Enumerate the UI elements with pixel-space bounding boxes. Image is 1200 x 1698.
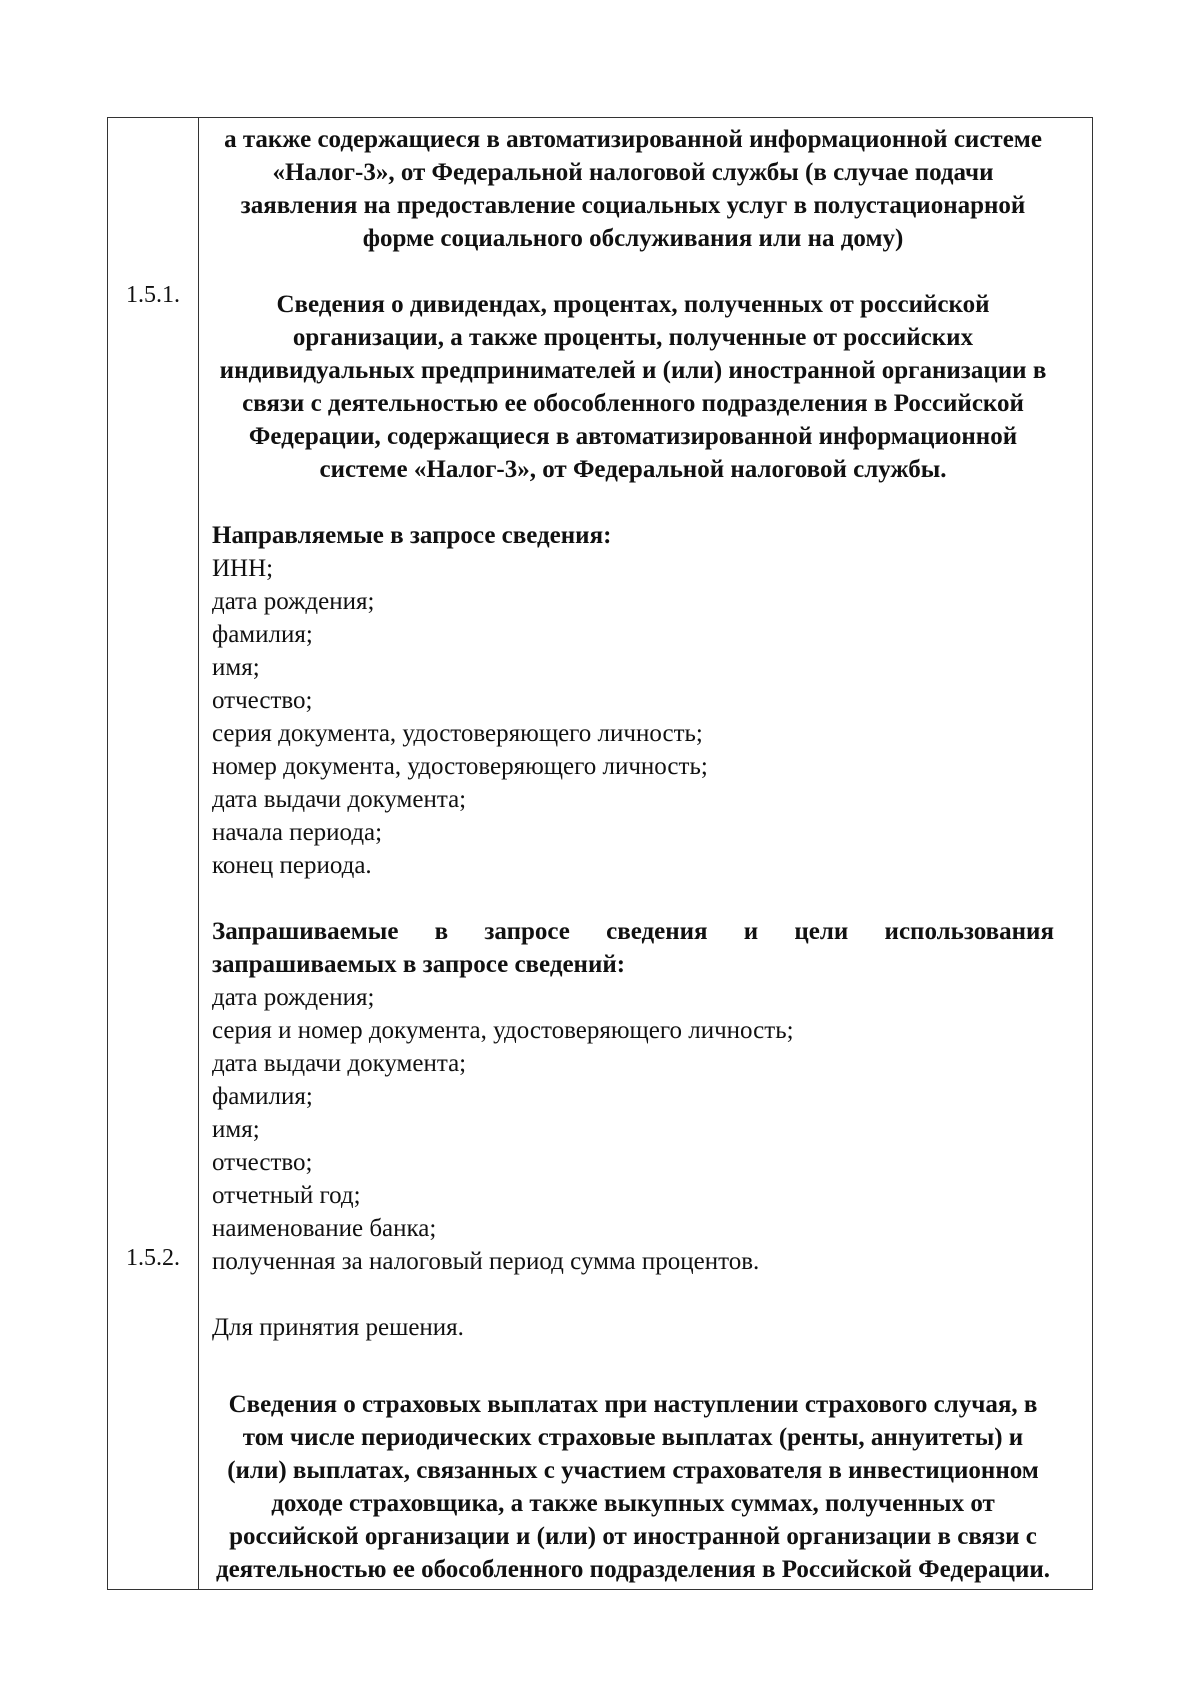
- list-item: номер документа, удостоверяющего личность;: [212, 753, 708, 780]
- list-item: серия документа, удостоверяющего личность;: [212, 720, 703, 747]
- list-item: дата рождения;: [212, 588, 375, 615]
- list-item: имя;: [212, 654, 260, 681]
- list-item: полученная за налоговый период сумма процентов.: [212, 1248, 760, 1275]
- list-item: дата рождения;: [212, 984, 375, 1011]
- sent-info-list: [212, 552, 1054, 882]
- list-item: серия и номер документа, удостоверяющего личность;: [212, 1017, 794, 1044]
- list-item: отчетный год;: [212, 1182, 361, 1209]
- list-item: фамилия;: [212, 1083, 313, 1110]
- list-item: имя;: [212, 1116, 260, 1143]
- row-number-1-5-1: 1.5.1.: [126, 282, 180, 308]
- list-item: фамилия;: [212, 621, 313, 648]
- list-item: отчество;: [212, 687, 313, 714]
- sent-info-heading: Направляемые в запросе сведения:: [212, 522, 612, 549]
- content-column: [212, 123, 1054, 1586]
- column-divider: [198, 118, 199, 1589]
- row-number-1-5-2: 1.5.2.: [126, 1245, 180, 1271]
- requested-info-list: [212, 981, 1054, 1278]
- requested-info-heading-line2: запрашиваемых в запросе сведений:: [212, 951, 626, 978]
- intro-paragraph: а также содержащиеся в автоматизированной информационной системе «Налог-3», от Федеральной налоговой службы (в случае подачи заявления на предоставление социальных услуг в полустационарной форме социального обслуживания или на дому): [224, 126, 1042, 252]
- section-1-5-2-title: Сведения о страховых выплатах при наступлении страхового случая, в том числе периодических страховые выплатах (ренты, аннуитеты) и (или) выплатах, связанных с участием страхователя в инвестиционном доходе страховщика, а также выкупных суммах, полученных от российской организации и (или) от иностранной организации в связи с деятельностью ее обособленного подразделения в Российской Федерации.: [215, 1391, 1051, 1583]
- list-item: наименование банка;: [212, 1215, 437, 1242]
- requested-info-heading-line1: Запрашиваемые в запросе сведения и цели использования: [212, 918, 1054, 945]
- list-item: начала периода;: [212, 819, 383, 846]
- services-table: [107, 117, 1093, 1590]
- list-item: конец периода.: [212, 852, 372, 879]
- purpose-text: Для принятия решения.: [212, 1314, 464, 1341]
- list-item: дата выдачи документа;: [212, 1050, 467, 1077]
- list-item: ИНН;: [212, 555, 274, 582]
- section-1-5-1-title: Сведения о дивидендах, процентах, полученных от российской организации, а также проценты, полученные от российских индивидуальных предпринимателей и (или) иностранной организации в связи с деятельностью ее обособленного подразделения в Российской Федерации, содержащиеся в автоматизированной информационной системе «Налог-3», от Федеральной налоговой службы.: [219, 291, 1047, 483]
- list-item: дата выдачи документа;: [212, 786, 467, 813]
- list-item: отчество;: [212, 1149, 313, 1176]
